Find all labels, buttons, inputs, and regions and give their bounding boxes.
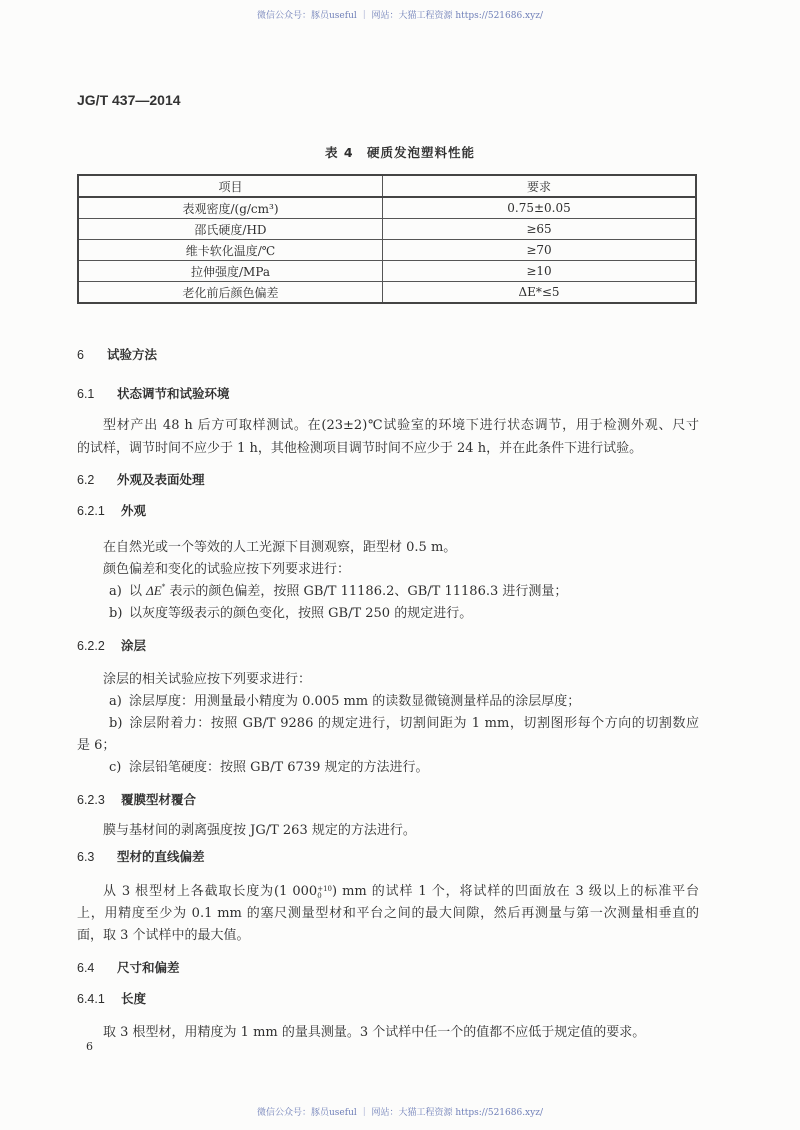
section-title: 外观及表面处理	[117, 472, 205, 487]
paragraph-line: 上，用精度至少为 0.1 mm 的塞尺测量型材和平台之间的最大间隙，然后再测量与第一次测量相垂直的	[77, 906, 699, 921]
table-row	[78, 219, 696, 240]
table-row	[78, 282, 696, 304]
section-heading-6-3	[77, 847, 205, 865]
list-text: 涂层铅笔硬度：按照 GB/T 6739 规定的方法进行。	[129, 760, 429, 775]
table-cell: ≥65	[383, 219, 697, 240]
list-item	[77, 712, 699, 731]
section-title: 覆膜型材覆合	[121, 792, 197, 807]
section-heading-6-2-2	[77, 636, 146, 654]
watermark-bottom: 微信公众号：豚员useful ｜ 网站：大猫工程资源 https://521686.xyz/	[257, 1108, 543, 1118]
list-text: 涂层附着力：按照 GB/T 9286 的规定进行，切割间距为 1 mm，切割图形每个方向的切割数应	[129, 716, 699, 731]
tolerance	[317, 886, 332, 900]
table-header-row	[78, 175, 696, 197]
list-item	[77, 580, 699, 599]
section-title: 长度	[121, 991, 147, 1006]
table-cell: 邵氏硬度/HD	[78, 219, 383, 240]
section-heading-6-4-1	[77, 989, 146, 1007]
section-number: 6.2	[77, 473, 95, 487]
section-title: 涂层	[121, 638, 147, 653]
paragraph-line: 涂层的相关试验应按下列要求进行：	[103, 672, 312, 687]
list-item	[77, 602, 699, 621]
paragraph-line: 在自然光或一个等效的人工光源下目测观察，距型材 0.5 m。	[103, 540, 457, 555]
table-row	[78, 261, 696, 282]
section-title: 试验方法	[107, 347, 158, 362]
section-heading-6-2-3	[77, 790, 196, 808]
table-cell: ≥70	[383, 240, 697, 261]
text: ) mm 的试样 1 个，将试样的凹面放在 3 级以上的标准平台	[331, 884, 700, 899]
section-heading-6-4	[77, 958, 180, 976]
table-cell: 维卡软化温度/℃	[78, 240, 383, 261]
section-title: 外观	[121, 503, 147, 518]
upper-tolerance: +10	[317, 885, 332, 893]
paragraph-line: 型材产出 48 h 后方可取样测试。在(23±2)℃试验室的环境下进行状态调节，用于检测外观、尺寸	[103, 418, 699, 433]
paragraph-line: 颜色偏差和变化的试验应按下列要求进行：	[103, 562, 351, 577]
paragraph-line: 的试样，调节时间不应少于 1 h，其他检测项目调节时间不应少于 24 h，并在此条件下进行试验。	[77, 441, 643, 456]
list-item-continuation: 是 6；	[77, 738, 116, 753]
paragraph-line: 膜与基材间的剥离强度按 JG/T 263 规定的方法进行。	[103, 823, 416, 838]
paragraph-line	[77, 880, 699, 900]
section-number: 6.2.2	[77, 639, 105, 653]
list-marker: a)	[109, 584, 122, 599]
section-title: 型材的直线偏差	[117, 849, 205, 864]
section-number: 6.2.3	[77, 793, 105, 807]
paragraph-line: 面，取 3 个试样中的最大值。	[77, 928, 250, 943]
superscript: *	[161, 583, 166, 591]
section-number: 6.1	[77, 387, 95, 401]
table-cell: ΔE*≤5	[383, 282, 697, 304]
properties-table	[77, 174, 697, 304]
list-marker: c)	[109, 760, 122, 775]
list-text: 以	[129, 584, 147, 599]
page-number: 6	[86, 1040, 93, 1053]
table-row	[78, 197, 696, 219]
table-cell: 老化前后颜色偏差	[78, 282, 383, 304]
delta-e-symbol: ΔE	[146, 583, 162, 598]
watermark-top: 微信公众号：豚员useful ｜ 网站：大猫工程资源 https://521686.xyz/	[257, 11, 543, 21]
section-number: 6.2.1	[77, 504, 105, 518]
list-item	[77, 690, 699, 709]
section-number: 6.4.1	[77, 992, 105, 1006]
list-text: 涂层厚度：用测量最小精度为 0.005 mm 的读数显微镜测量样品的涂层厚度；	[129, 694, 581, 709]
lower-tolerance: 0	[317, 892, 322, 900]
section-title: 尺寸和偏差	[117, 960, 180, 975]
section-heading-6-1	[77, 384, 230, 402]
table-cell: 拉伸强度/MPa	[78, 261, 383, 282]
list-item	[77, 756, 699, 775]
section-heading-6	[77, 345, 157, 363]
list-text: 表示的颜色偏差，按照 GB/T 11186.2、GB/T 11186.3 进行测量；	[165, 584, 568, 599]
table-cell: 表观密度/(g/cm³)	[78, 197, 383, 219]
section-number: 6	[77, 348, 84, 362]
list-marker: b)	[109, 716, 123, 731]
standard-number: JG/T 437—2014	[77, 92, 181, 108]
section-title: 状态调节和试验环境	[117, 386, 230, 401]
section-number: 6.4	[77, 961, 95, 975]
table-cell: 0.75±0.05	[383, 197, 697, 219]
section-heading-6-2	[77, 470, 205, 488]
section-number: 6.3	[77, 850, 95, 864]
section-heading-6-2-1	[77, 501, 146, 519]
list-marker: b)	[109, 606, 123, 621]
table-cell: ≥10	[383, 261, 697, 282]
column-header: 要求	[383, 175, 697, 197]
text: 从 3 根型材上各截取长度为(1 000	[103, 884, 318, 899]
table-title: 表 4 硬质发泡塑料性能	[324, 145, 476, 160]
column-header: 项目	[78, 175, 383, 197]
list-marker: a)	[109, 694, 122, 709]
table-row	[78, 240, 696, 261]
list-text: 以灰度等级表示的颜色变化，按照 GB/T 250 的规定进行。	[129, 606, 473, 621]
paragraph-line: 取 3 根型材，用精度为 1 mm 的量具测量。3 个试样中任一个的值都不应低于规定值的要求。	[103, 1025, 646, 1040]
